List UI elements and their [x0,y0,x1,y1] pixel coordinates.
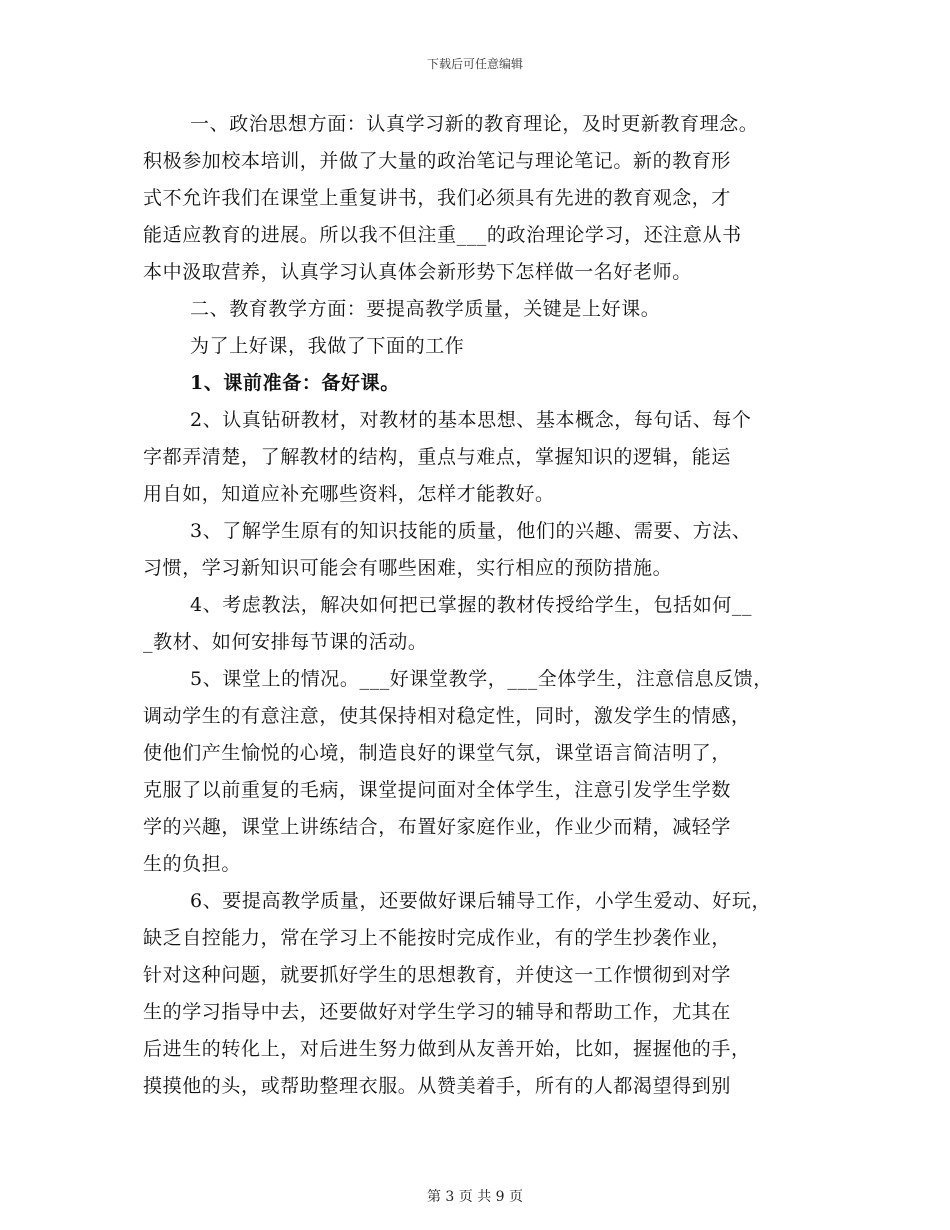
paragraph-line: 式不允许我们在课堂上重复讲书，我们必须具有先进的教育观念，才 [143,187,732,209]
paragraph-line: 缺乏自控能力，常在学习上不能按时完成作业，有的学生抄袭作业， [143,927,732,949]
paragraph-line: 生的学习指导中去，还要做好对学生学习的辅导和帮助工作，尤其在 [143,1001,732,1023]
page-header: 下载后可任意编辑 [426,57,523,71]
paragraph-line: 习惯，学习新知识可能会有哪些困难，实行相应的预防措施。 [143,557,673,579]
page-number: 第 3 页 共 9 页 [426,1189,524,1205]
paragraph-line: 调动学生的有意注意，使其保持相对稳定性，同时，激发学生的情感， [143,705,751,727]
paragraph-line: 克服了以前重复的毛病，课堂提问面对全体学生，注意引发学生学数 [143,779,732,801]
paragraph-line: 摸摸他的头，或帮助整理衣服。从赞美着手，所有的人都渴望得到别 [143,1075,732,1097]
paragraph-line: 能适应教育的进展。所以我不但注重___的政治理论学习，还注意从书 [143,224,742,246]
paragraph-line: 2、认真钻研教材，对教材的基本思想、基本概念，每句话、每个 [190,409,752,431]
paragraph-line: 生的负担。 [143,853,242,875]
paragraph-line: _教材、如何安排每节课的活动。 [143,631,428,653]
paragraph-line: 一、政治思想方面：认真学习新的教育理论，及时更新教育理念。 [190,113,759,135]
paragraph-line: 为了上好课，我做了下面的工作 [190,335,465,357]
paragraph-line: 字都弄清楚，了解教材的结构，重点与难点，掌握知识的逻辑，能运 [143,446,732,468]
section-heading-line: 二、教育教学方面：要提高教学质量，关键是上好课。 [190,298,661,320]
paragraph-line: 后进生的转化上，对后进生努力做到从友善开始，比如，握握他的手， [143,1038,751,1060]
paragraph-line: 用自如，知道应补充哪些资料，怎样才能教好。 [143,483,555,505]
paragraph-line: 使他们产生愉悦的心境，制造良好的课堂气氛，课堂语言简洁明了， [143,742,732,764]
paragraph-line: 6、要提高教学质量，还要做好课后辅导工作，小学生爱动、好玩， [190,890,772,912]
paragraph-line: 针对这种问题，就要抓好学生的思想教育，并使这一工作惯彻到对学 [143,964,732,986]
paragraph-line: 本中汲取营养，认真学习认真体会新形势下怎样做一名好老师。 [143,261,692,283]
subheading-line: 1、课前准备：备好课。 [190,372,400,394]
paragraph-line: 积极参加校本培训，并做了大量的政治笔记与理论笔记。新的教育形 [143,150,732,172]
paragraph-line: 5、课堂上的情况。___好课堂教学，___全体学生，注意信息反馈， [190,668,773,690]
paragraph-line: 4、考虑教法，解决如何把已掌握的教材传授给学生，包括如何__ [190,594,753,616]
paragraph-line: 学的兴趣，课堂上讲练结合，布置好家庭作业，作业少而精，减轻学 [143,816,732,838]
paragraph-line: 3、了解学生原有的知识技能的质量，他们的兴趣、需要、方法、 [190,520,752,542]
